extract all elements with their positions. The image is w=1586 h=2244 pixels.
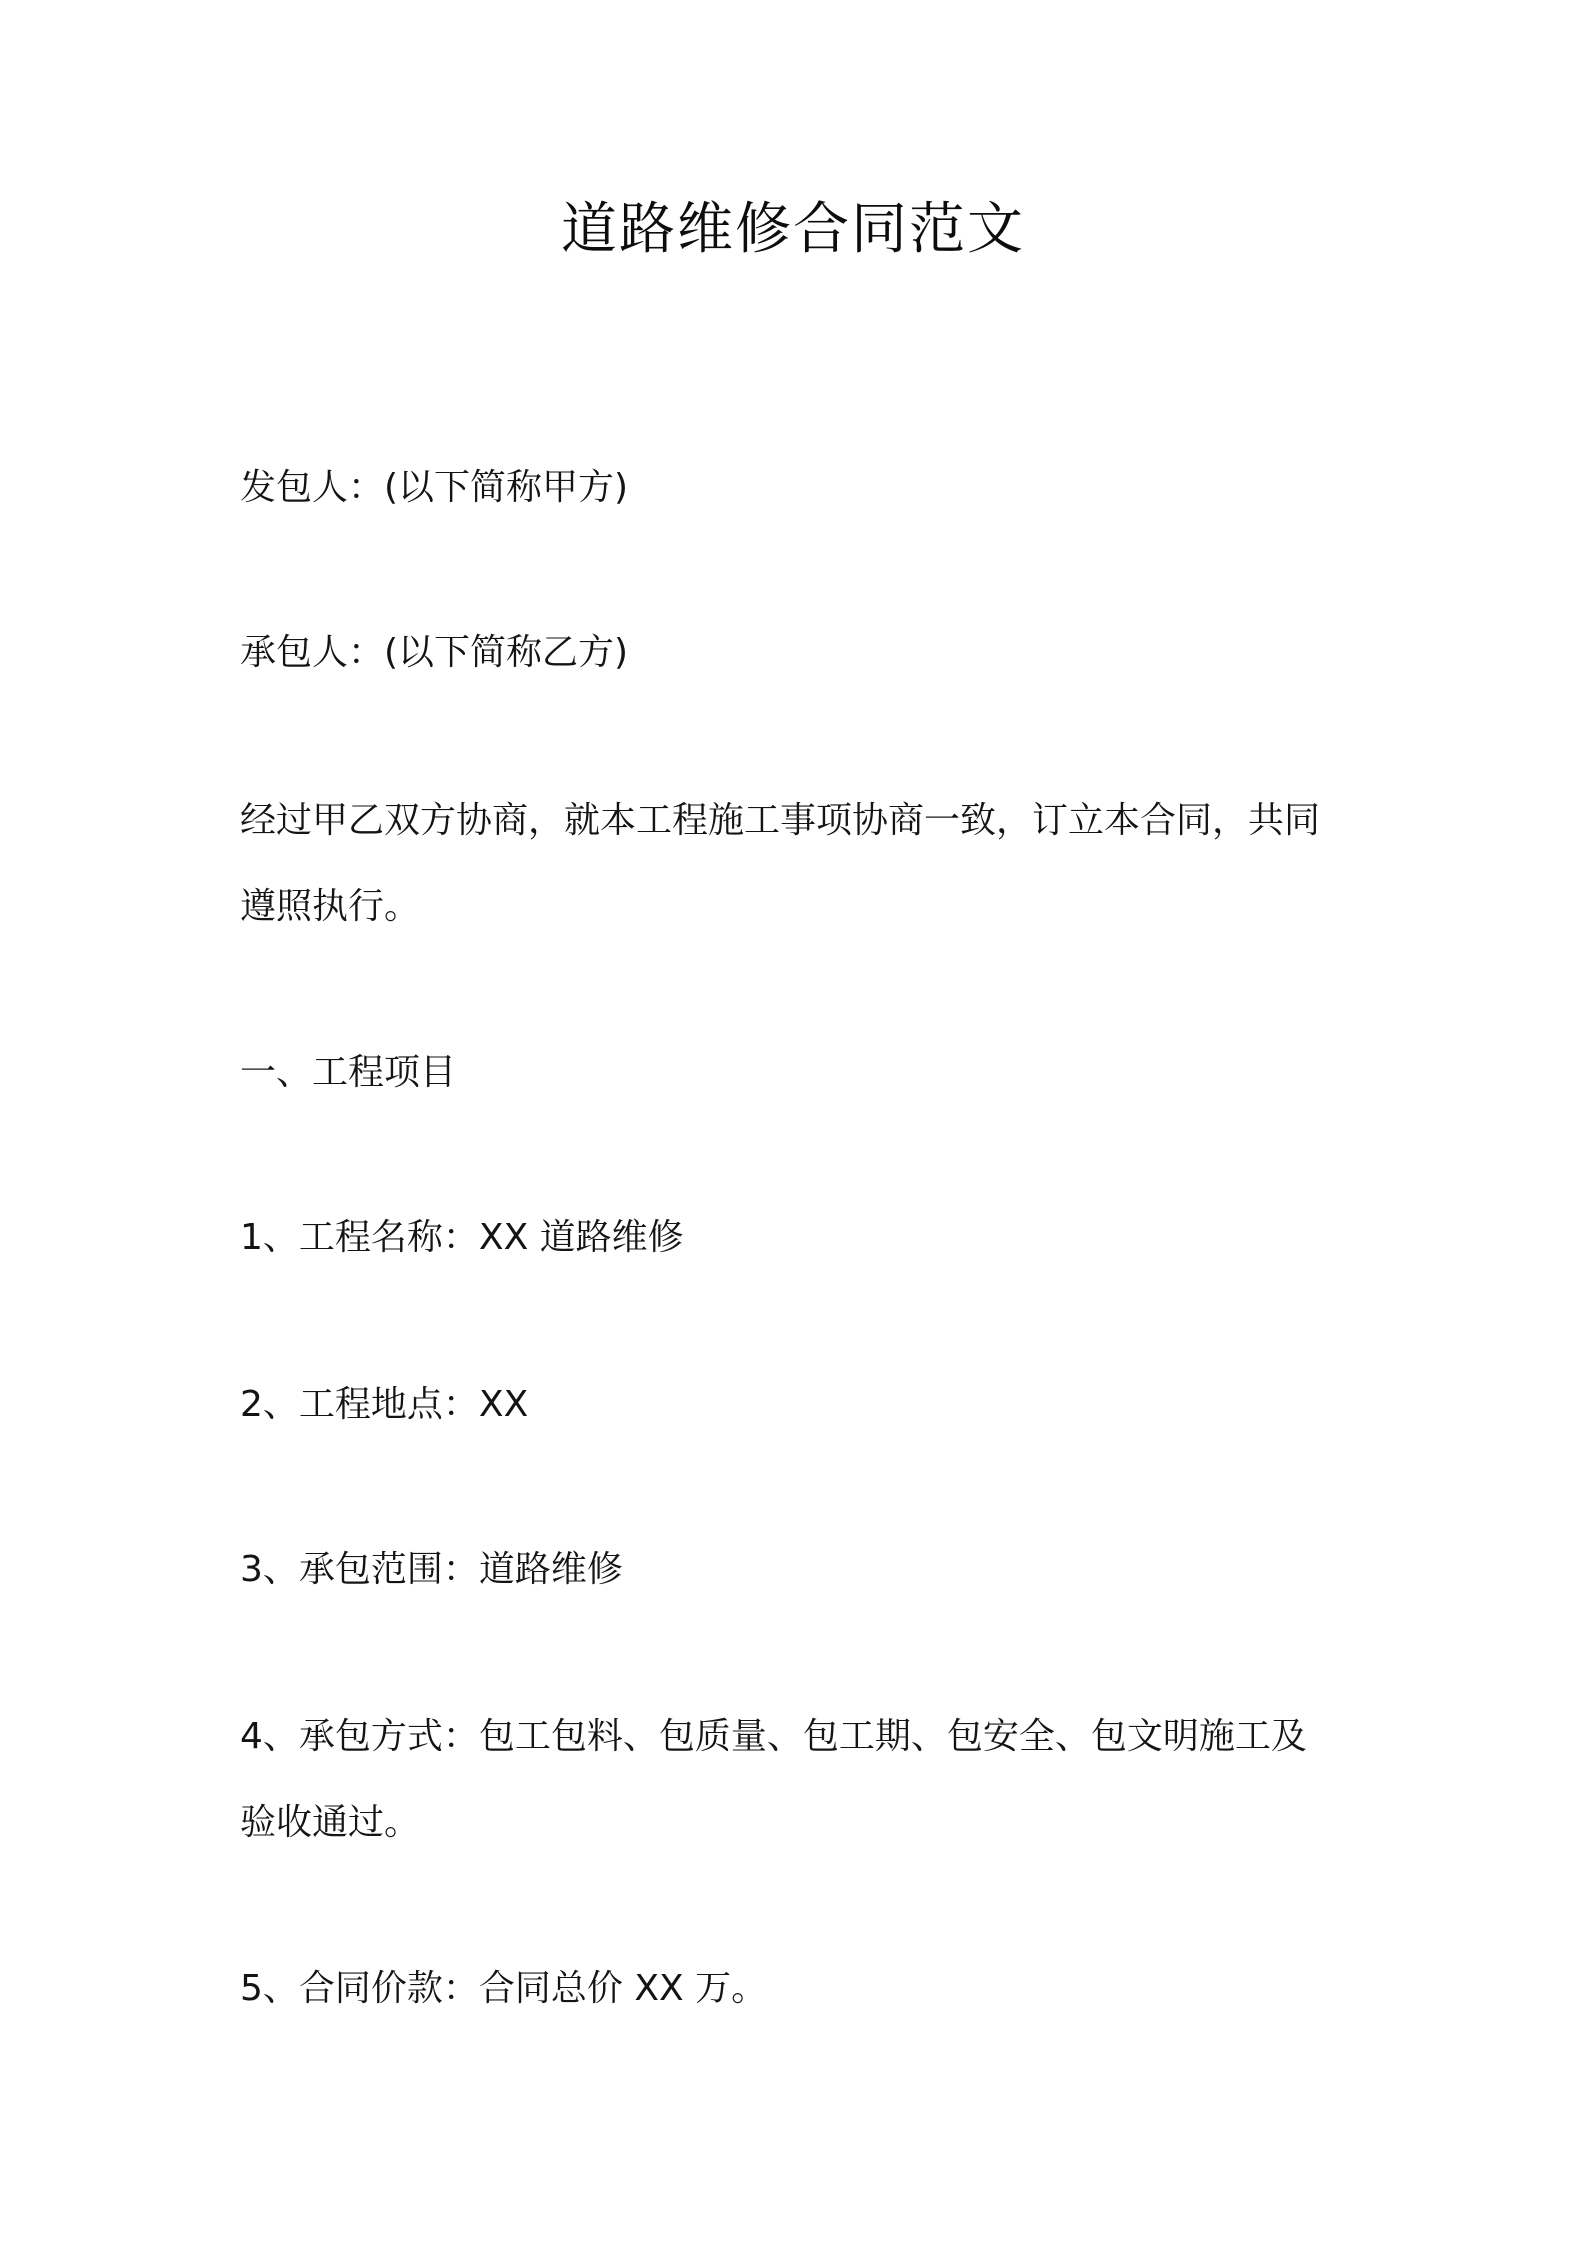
preamble-line-1: 经过甲乙双方协商，就本工程施工事项协商一致，订立本合同，共同 — [240, 800, 1321, 841]
contractor-line: 承包人：(以下简称乙方) — [240, 632, 629, 673]
item-project-name: 1、工程名称：XX 道路维修 — [240, 1217, 684, 1258]
item-project-location: 2、工程地点：XX — [240, 1384, 529, 1425]
employer-line: 发包人：(以下简称甲方) — [240, 467, 629, 508]
preamble-line-2: 遵照执行。 — [240, 886, 421, 927]
contract-method-line-1: 4、承包方式：包工包料、包质量、包工期、包安全、包文明施工及 — [240, 1716, 1307, 1757]
item-contract-price: 5、合同价款：合同总价 XX 万。 — [240, 1968, 768, 2009]
document-title: 道路维修合同范文 — [561, 197, 1025, 262]
contract-method-line-2: 验收通过。 — [240, 1802, 421, 1843]
item-contract-method — [240, 1694, 1360, 1866]
section-heading-project: 一、工程项目 — [240, 1052, 457, 1093]
item-contract-scope: 3、承包范围：道路维修 — [240, 1549, 623, 1590]
preamble-paragraph — [240, 778, 1360, 950]
